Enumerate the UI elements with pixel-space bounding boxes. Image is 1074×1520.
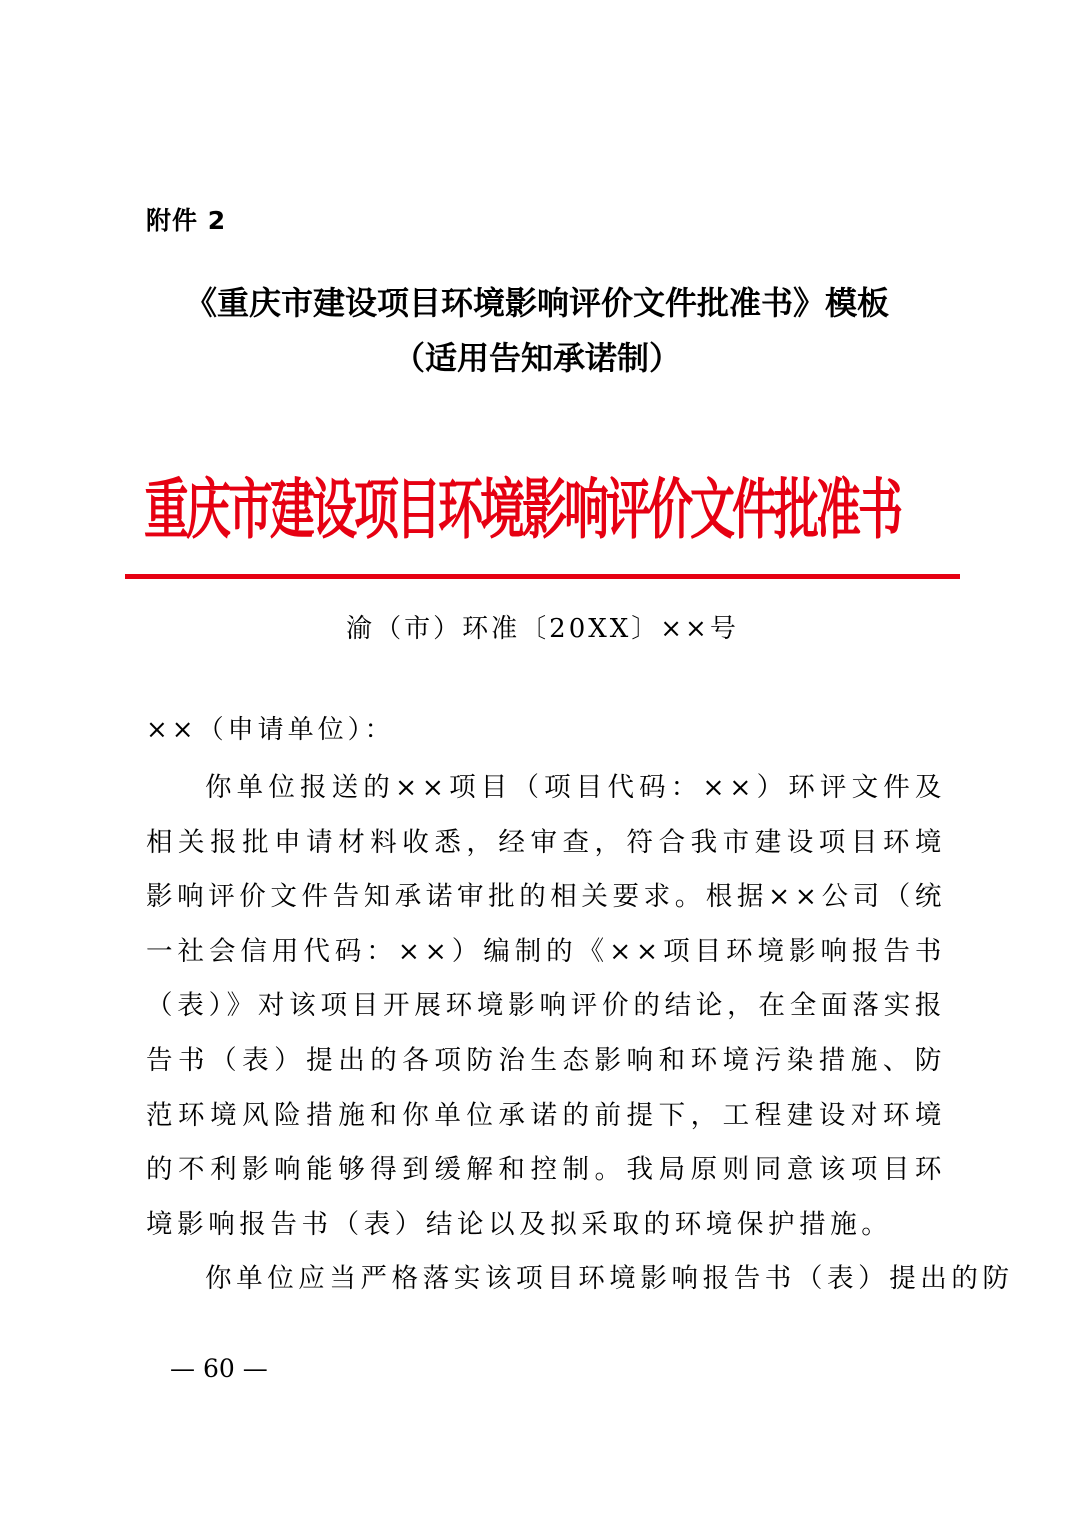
template-subtitle: （适用告知承诺制）	[392, 339, 681, 377]
body-paragraph: 你单位应当严格落实该项目环境影响报告书（表）提出的防	[205, 1263, 1014, 1294]
red-document-heading: 重庆市建设项目环境影响评价文件批准书	[144, 470, 901, 548]
attachment-label: 附件 2	[146, 206, 227, 235]
body-paragraph: 你单位报送的××项目（项目代码：××）环评文件及相关报批申请材料收悉，经审查，符合我市建设项目环境影响评价文件告知承诺审批的相关要求。根据××公司（统一社会信用代码：××）编制的《××项目环境影响报告书（表）》对该项目开展环境影响评价的结论，在全面落实报告书（表）提出的各项防治生态影响和环境污染措施、防范环境风险措施和你单位承诺的前提下，工程建设对环境的不利影响能够得到缓解和控制。我局原则同意该项目环境影响报告书（表）结论以及拟采取的环境保护措施。	[146, 772, 947, 1240]
template-title: 《重庆市建设项目环境影响评价文件批准书》模板	[184, 284, 889, 322]
document-number: 渝（市）环准〔20XX〕××号	[346, 614, 739, 644]
salutation: ××（申请单位）：	[146, 715, 395, 745]
red-divider-rule	[125, 574, 960, 579]
page-number: — 60 —	[170, 1354, 268, 1383]
